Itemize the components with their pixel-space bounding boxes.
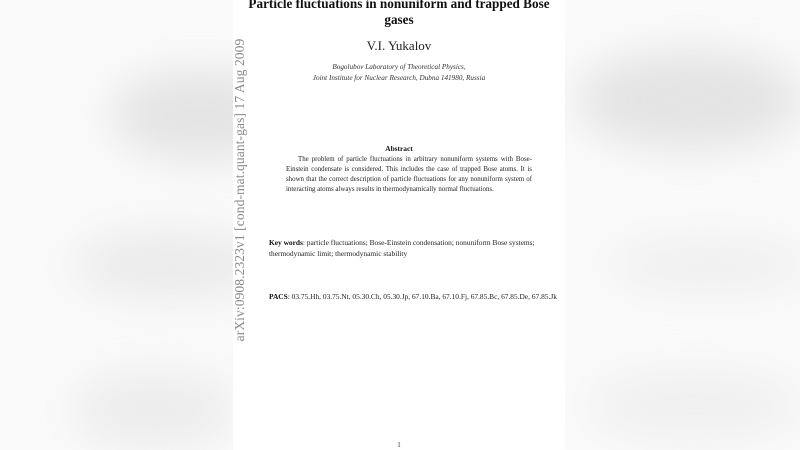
blurred-backdrop-right [565,0,800,450]
abstract-heading: Abstract [385,144,413,153]
pacs-section [269,291,573,302]
keywords-text: : particle fluctuations; Bose-Einstein condensation; nonuniform Bose systems; thermodynamic limit; thermodynamic stability [269,238,535,258]
affiliation-line-1: Bogolubov Laboratory of Theoretical Physics, [332,63,466,71]
page-number: 1 [397,441,401,449]
paper-page [233,0,565,450]
keywords-label: Key words [269,238,303,247]
author-affiliation [233,62,565,84]
keywords-section [269,237,573,259]
blurred-backdrop-left [0,0,233,450]
pacs-text: : 03.75.Hh, 03.75.Nt, 05.30.Ch, 05.30.Jp, 67.10.Ba, 67.10.Fj, 67.85.Bc, 67.85.De, 67.85.Jk [287,292,557,301]
affiliation-line-2: Joint Institute for Nuclear Research, Dubna 141980, Russia [312,74,486,82]
pacs-label: PACS [269,292,288,301]
paper-title: Particle fluctuations in nonuniform and trapped Bose gases [248,0,550,27]
abstract-text: The problem of particle fluctuations in arbitrary nonuniform systems with Bose-Einstein condensate is considered. This includes the case of trapped Bose atoms. It is shown that the correct description of particle fluctuations for any nonuniform system of interacting atoms always results in thermodynamically normal fluctuations. [286,156,532,193]
arxiv-identifier-stamp: arXiv:0908.2323v1 [cond-mat.quant-gas] 17 Aug 2009 [232,38,247,342]
paper-author: V.I. Yukalov [366,38,432,53]
